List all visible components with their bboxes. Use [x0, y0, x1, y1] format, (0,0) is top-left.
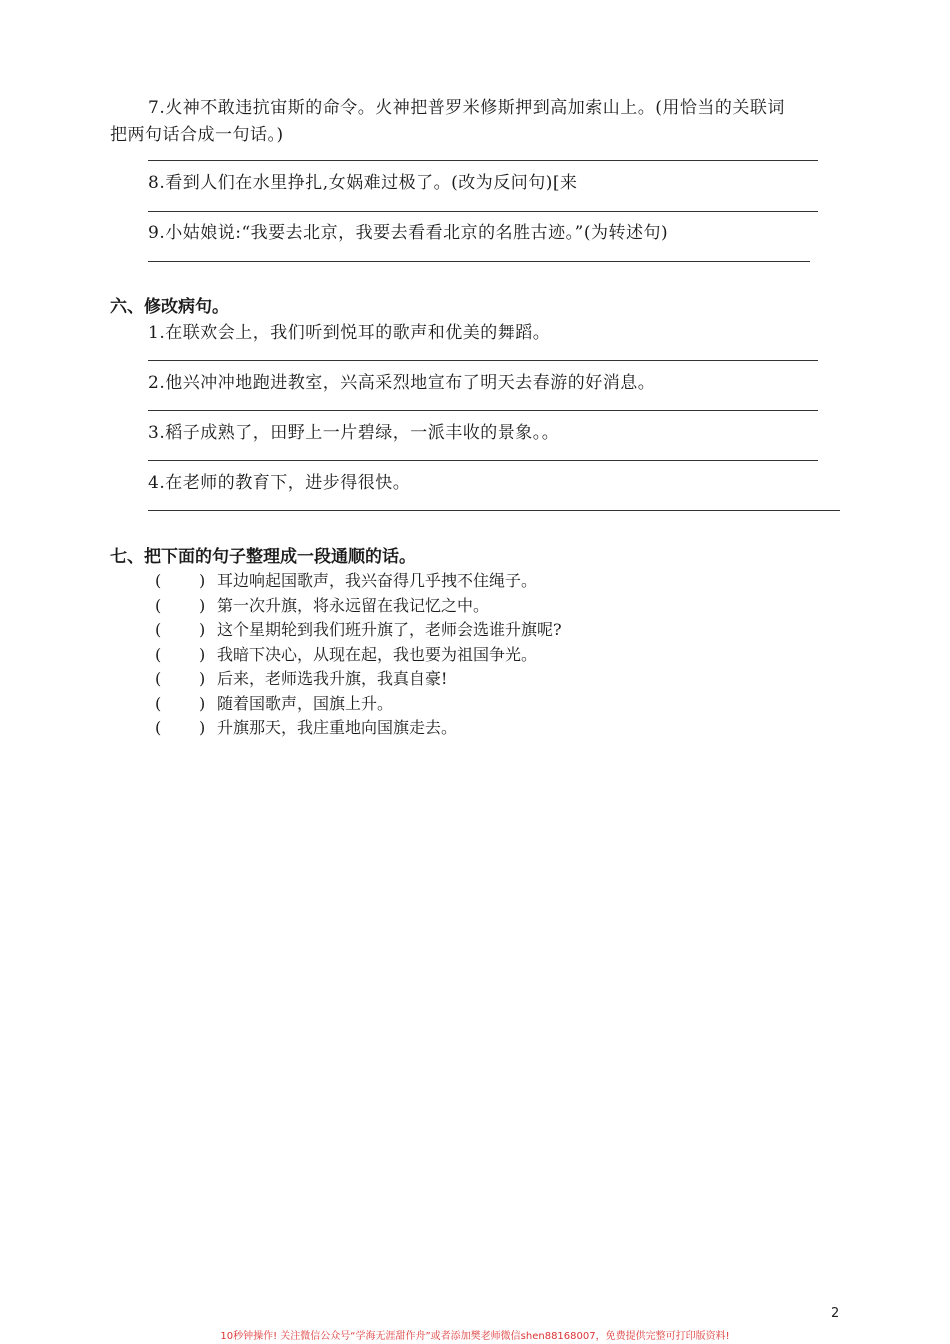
answer-line-q9 — [148, 261, 810, 262]
order-blank[interactable]: ( ) — [155, 694, 206, 713]
order-blank[interactable]: ( ) — [155, 669, 206, 688]
section6-item-4: 4.在老师的教育下，进步得很快。 — [148, 473, 411, 493]
answer-line-q8 — [148, 211, 818, 212]
order-item-3 — [155, 617, 562, 640]
order-text: 升旗那天，我庄重地向国旗走去。 — [217, 718, 458, 737]
order-text: 后来，老师选我升旗，我真自豪! — [217, 669, 448, 688]
section6-title: 六、修改病句。 — [110, 297, 229, 317]
q7-line2: 把两句话合成一句话。) — [110, 125, 284, 145]
section7-title: 七、把下面的句子整理成一段通顺的话。 — [110, 547, 416, 567]
order-blank[interactable]: ( ) — [155, 645, 206, 664]
section6-item-1: 1.在联欢会上，我们听到悦耳的歌声和优美的舞蹈。 — [148, 323, 551, 343]
order-text: 耳边响起国歌声，我兴奋得几乎拽不住绳子。 — [217, 571, 538, 590]
answer-line-s6-3 — [148, 460, 818, 461]
answer-line-q7 — [148, 160, 818, 161]
order-text: 这个星期轮到我们班升旗了，老师会选谁升旗呢? — [217, 620, 562, 639]
q9-text: 9.小姑娘说:“我要去北京，我要去看看北京的名胜古迹。”(为转述句) — [148, 223, 669, 243]
q8-text: 8.看到人们在水里挣扎,女娲难过极了。(改为反问句)[来 — [148, 173, 578, 193]
order-text: 随着国歌声，国旗上升。 — [217, 694, 394, 713]
order-blank[interactable]: ( ) — [155, 620, 206, 639]
answer-line-s6-2 — [148, 410, 818, 411]
order-item-4 — [155, 642, 537, 665]
order-text: 我暗下决心，从现在起，我也要为祖国争光。 — [217, 645, 538, 664]
answer-line-s6-1 — [148, 360, 818, 361]
order-blank[interactable]: ( ) — [155, 571, 206, 590]
order-item-6 — [155, 691, 393, 714]
footer-notice: 10秒钟操作! 关注微信公众号“学海无涯甜作舟”或者添加樊老师微信shen88168007，免费提供完整可打印版资料! — [220, 1331, 730, 1342]
order-item-2 — [155, 593, 489, 616]
q7-line1: 7.火神不敢违抗宙斯的命令。火神把普罗米修斯押到高加索山上。(用恰当的关联词 — [148, 98, 785, 118]
page-number: 2 — [831, 1306, 840, 1321]
order-text: 第一次升旗，将永远留在我记忆之中。 — [217, 596, 490, 615]
section6-item-3: 3.稻子成熟了，田野上一片碧绿，一派丰收的景象。。 — [148, 423, 560, 443]
order-blank[interactable]: ( ) — [155, 718, 206, 737]
section6-item-2: 2.他兴冲冲地跑进教室，兴高采烈地宣布了明天去春游的好消息。 — [148, 373, 656, 393]
answer-line-s6-4 — [148, 510, 840, 511]
order-blank[interactable]: ( ) — [155, 596, 206, 615]
order-item-7 — [155, 715, 457, 738]
order-item-1 — [155, 568, 537, 591]
order-item-5 — [155, 666, 447, 689]
